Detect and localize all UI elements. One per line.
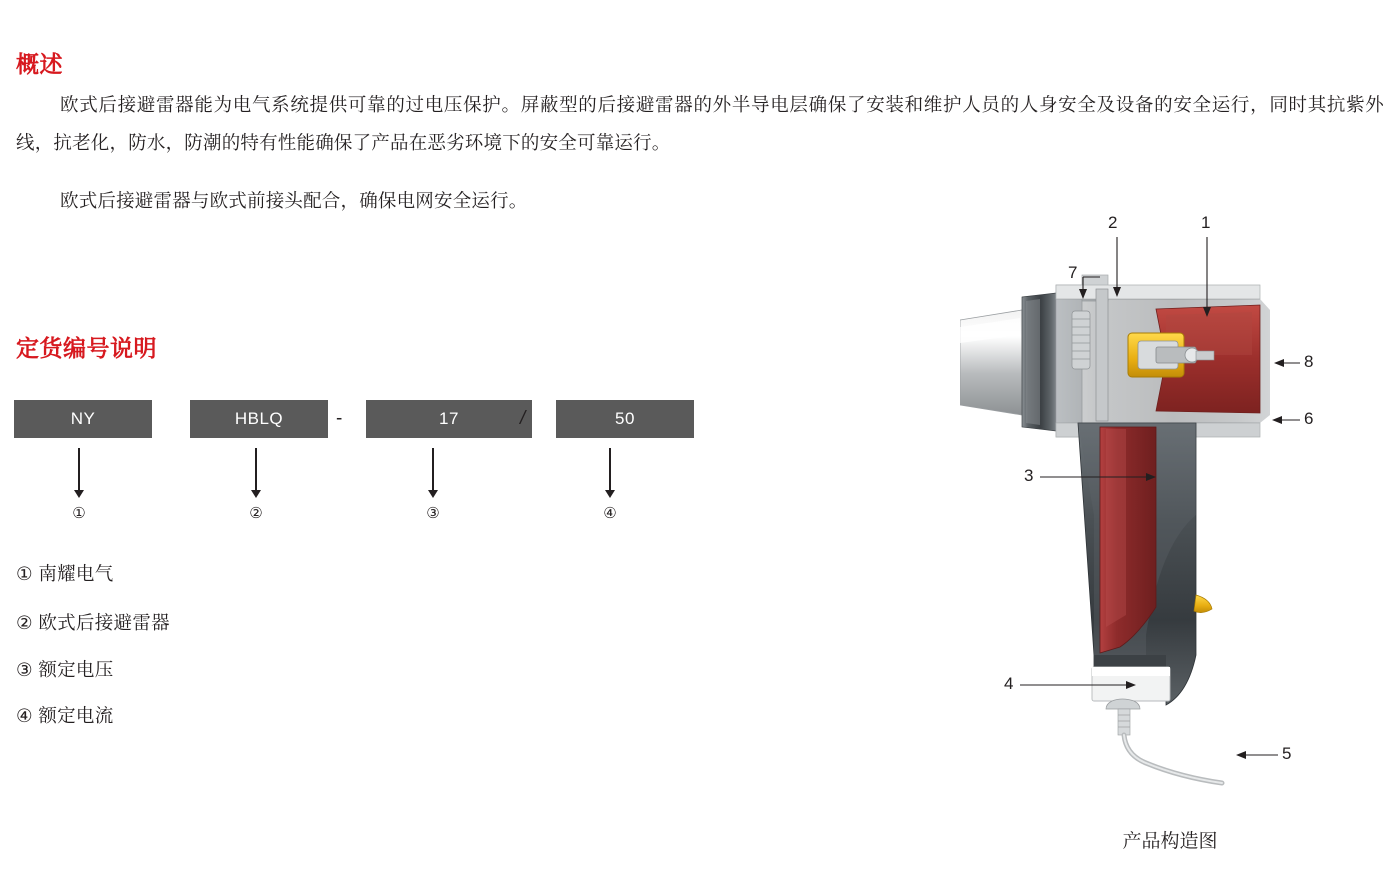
figure-callout-8: 8 bbox=[1304, 352, 1314, 371]
overview-paragraph-2: 欧式后接避雷器与欧式前接头配合，确保电网安全运行。 bbox=[60, 190, 528, 211]
arrow-line bbox=[78, 448, 80, 492]
figure-caption: 产品构造图 bbox=[1122, 831, 1218, 852]
overview-paragraph-1: 欧式后接避雷器能为电气系统提供可靠的过电压保护。屏蔽型的后接避雷器的外半导电层确保了安装和维护人员的人身安全及设备的安全运行，同时其抗紫外线，抗老化，防水，防潮的特有性能确保了产品在恶劣环境下的安全可靠运行。 bbox=[16, 94, 1384, 153]
order-code-part-1: NY bbox=[14, 400, 152, 438]
order-code-separator-dash: - bbox=[336, 408, 343, 429]
order-code-marker-3: ③ bbox=[426, 505, 440, 522]
order-code-part-2: HBLQ bbox=[190, 400, 328, 438]
figure-callout-4: 4 bbox=[1004, 674, 1014, 693]
order-code-part-3: 17 bbox=[366, 400, 532, 438]
legend-item-3: ③ 额定电压 bbox=[16, 659, 114, 680]
figure-callout-7: 7 bbox=[1068, 263, 1078, 282]
arrow-line bbox=[432, 448, 434, 492]
order-code-separator-slash: / bbox=[520, 408, 526, 429]
legend-item-1: ① 南耀电气 bbox=[16, 563, 114, 584]
figure-callout-3: 3 bbox=[1024, 466, 1034, 485]
arrow-line bbox=[255, 448, 257, 492]
overview-section-title: 概述 bbox=[16, 51, 63, 77]
order-code-part-4: 50 bbox=[556, 400, 694, 438]
legend-item-4: ④ 额定电流 bbox=[16, 705, 114, 726]
product-cutaway-drawing bbox=[960, 215, 1380, 855]
figure-callout-6: 6 bbox=[1304, 409, 1314, 428]
ordering-section-title: 定货编号说明 bbox=[16, 335, 157, 361]
legend-item-2: ② 欧式后接避雷器 bbox=[16, 612, 170, 633]
arrow-head-icon bbox=[428, 490, 438, 498]
arrow-head-icon bbox=[251, 490, 261, 498]
figure-callout-2: 2 bbox=[1108, 213, 1118, 232]
order-code-marker-2: ② bbox=[249, 505, 263, 522]
product-structure-figure bbox=[960, 215, 1380, 855]
figure-callout-1: 1 bbox=[1201, 213, 1211, 232]
arrow-line bbox=[609, 448, 611, 492]
order-code-row bbox=[14, 400, 714, 438]
order-code-marker-4: ④ bbox=[603, 505, 617, 522]
figure-callout-5: 5 bbox=[1282, 744, 1292, 763]
arrow-head-icon bbox=[74, 490, 84, 498]
arrow-head-icon bbox=[605, 490, 615, 498]
order-code-marker-1: ① bbox=[72, 505, 86, 522]
